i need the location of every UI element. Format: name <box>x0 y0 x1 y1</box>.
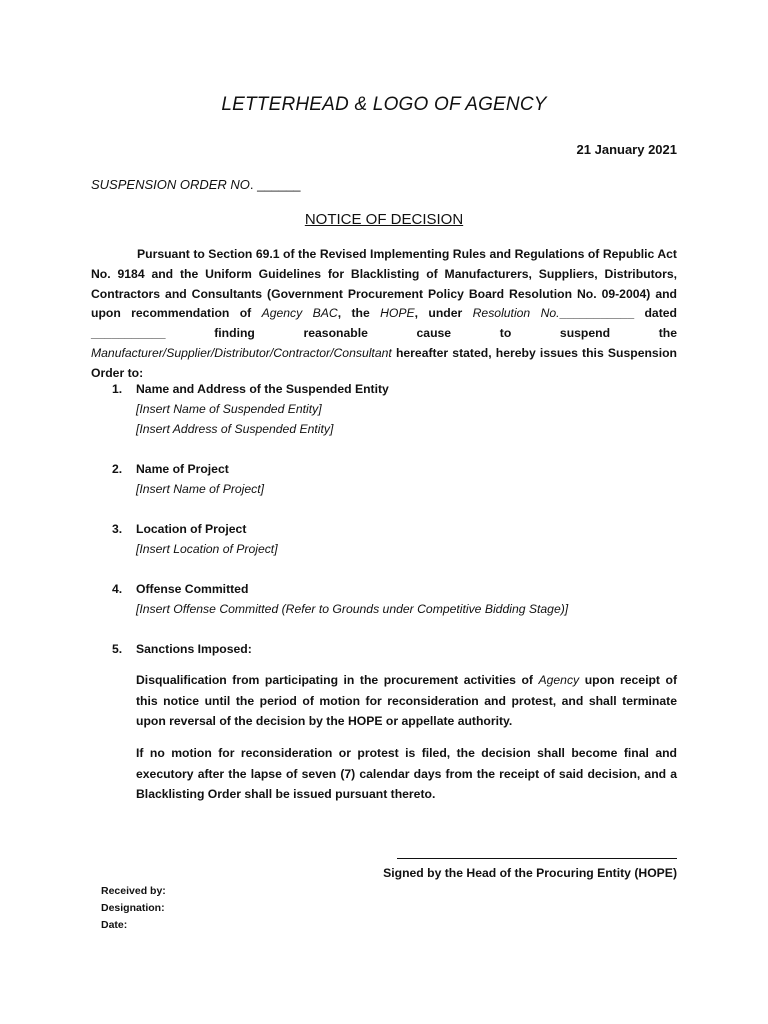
sanctions-text-a: Disqualification from participating in the procurement activities of <box>136 673 539 687</box>
intro-text-5: hereafter stated, hereby issues this Suspension Order to: <box>91 345 677 380</box>
list-item-placeholder: [Insert Location of Project] <box>136 542 278 556</box>
list-item-placeholder: [Insert Name of Suspended Entity] <box>136 402 322 416</box>
date-label: Date: <box>101 919 128 931</box>
list-item-heading: Name of Project <box>136 462 229 476</box>
order-no-dot: . <box>249 177 254 192</box>
intro-entity-types: Manufacturer/Supplier/Distributor/Contractor/Consultant <box>91 345 392 360</box>
intro-resolution: Resolution No. <box>472 306 560 321</box>
intro-text-4: ___________ dated ___________ finding reasonable cause to suspend the <box>91 306 677 341</box>
suspension-order-number <box>91 177 301 192</box>
letterhead-title: LETTERHEAD & LOGO OF AGENCY <box>221 94 547 115</box>
order-no-label: SUSPENSION ORDER NO <box>91 177 250 192</box>
intro-agency-bac: Agency BAC <box>261 306 338 321</box>
list-item-project-name <box>112 459 677 499</box>
list-item-project-location <box>112 519 677 559</box>
list-item-number: 4. <box>112 582 123 596</box>
signature-line <box>397 858 677 859</box>
order-no-blank: ______ <box>253 177 301 192</box>
list-item-heading: Location of Project <box>136 522 247 536</box>
notice-title: NOTICE OF DECISION <box>304 211 464 228</box>
list-item-placeholder: [Insert Name of Project] <box>136 482 265 496</box>
list-item-number: 3. <box>112 522 123 536</box>
intro-paragraph <box>91 245 677 384</box>
list-item-offense <box>112 579 677 619</box>
intro-hope: HOPE <box>380 306 415 321</box>
intro-text-1: Pursuant to Section 69.1 of the Revised Implementing Rules and Regulations of Republic Act No. 9184 and the Uniform Guidelines for Blacklisting of Manufacturers, Suppliers, Distributors, Contractors and Consultants (Government Procurement Policy Board Resolution No. 09-2004) and upon recommendation of <box>91 247 677 321</box>
received-by-label: Received by: <box>101 885 166 897</box>
intro-text-3: , under <box>414 306 473 321</box>
sanctions-text-b: upon receipt of this notice until the period of motion for reconsideration and protest, and shall terminate upon reversal of the decision by the HOPE or appellate authority. <box>136 673 678 728</box>
list-item-suspended-entity <box>112 379 677 439</box>
list-item-placeholder: [Insert Address of Suspended Entity] <box>136 422 334 436</box>
list-item-number: 1. <box>112 382 123 396</box>
list-item-number: 5. <box>112 642 123 656</box>
list-item-sanctions <box>112 639 677 659</box>
list-item-placeholder: [Insert Offense Committed (Refer to Grounds under Competitive Bidding Stage)] <box>136 602 569 616</box>
sanctions-paragraph-2: If no motion for reconsideration or protest is filed, the decision shall become final and executory after the lapse of seven (7) calendar days from the receipt of said decision, and a Blacklisting Order shall be issued pursuant thereto. <box>136 746 677 801</box>
sanctions-agency: Agency <box>538 673 580 687</box>
designation-label: Designation: <box>101 902 165 914</box>
list-item-heading: Offense Committed <box>136 582 249 596</box>
document-date: 21 January 2021 <box>576 142 677 157</box>
intro-text-2: , the <box>337 306 381 321</box>
list-item-heading: Sanctions Imposed: <box>136 642 252 656</box>
list-item-heading: Name and Address of the Suspended Entity <box>136 382 389 396</box>
signature-caption: Signed by the Head of the Procuring Entity (HOPE) <box>383 866 677 880</box>
sanctions-paragraph-1 <box>136 670 677 732</box>
list-item-number: 2. <box>112 462 123 476</box>
